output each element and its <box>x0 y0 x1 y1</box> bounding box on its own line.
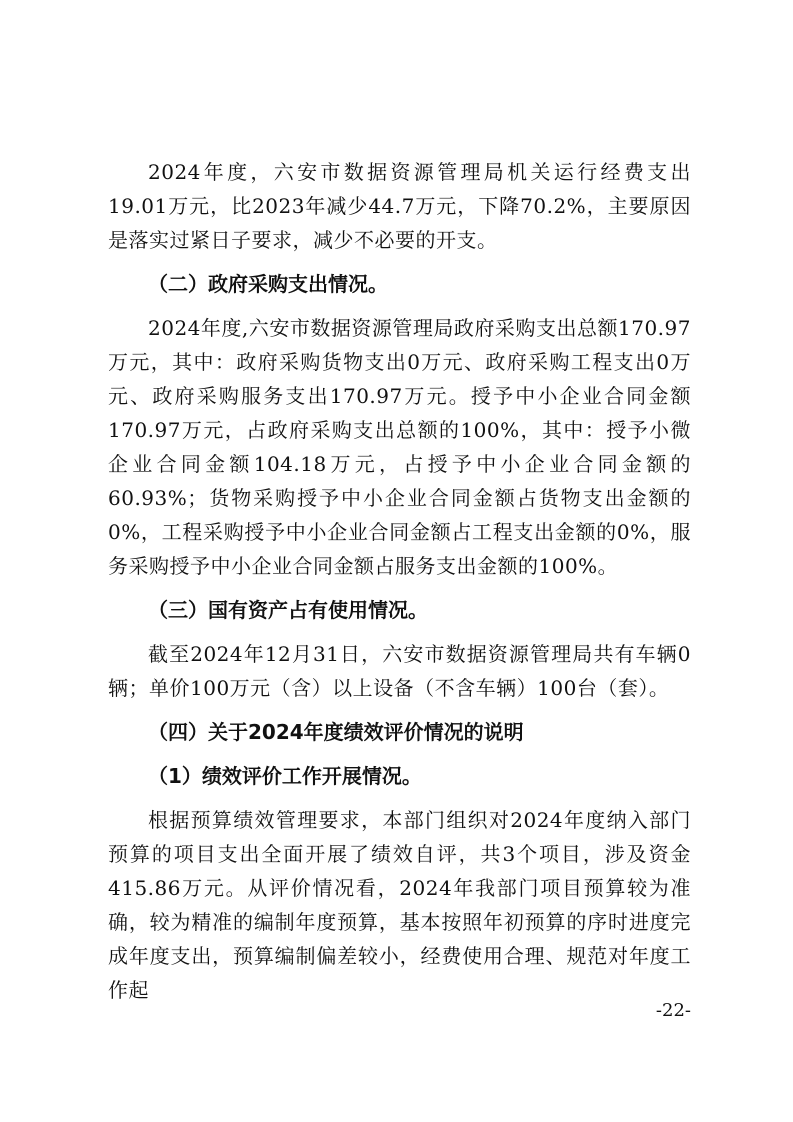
paragraph-operating-expenses: 2024年度，六安市数据资源管理局机关运行经费支出19.01万元，比2023年减少44.7万元，下降70.2%，主要原因是落实过紧日子要求，减少不必要的开支。 <box>108 160 691 252</box>
heading-evaluation-work: （1）绩效评价工作开展情况。 <box>148 764 422 788</box>
document-body <box>108 155 691 1007</box>
paragraph-state-assets: 截至2024年12月31日，六安市数据资源管理局共有车辆0辆；单价100万元（含）以上设备（不含车辆）100台（套）。 <box>108 642 691 700</box>
paragraph-government-procurement: 2024年度,六安市数据资源管理局政府采购支出总额170.97万元，其中：政府采购货物支出0万元、政府采购工程支出0万元、政府采购服务支出170.97万元。授予中小企业合同金额170.97万元，占政府采购支出总额的100%，其中：授予小微企业合同金额104.18万元，占授予中小企业合同金额的60.93%；货物采购授予中小企业合同金额占货物支出金额的0%，工程采购授予中小企业合同金额占工程支出金额的0%，服务采购授予中小企业合同金额占服务支出金额的100%。 <box>108 316 691 578</box>
heading-government-procurement: （二）政府采购支出情况。 <box>148 272 388 296</box>
heading-state-assets: （三）国有资产占有使用情况。 <box>148 598 428 622</box>
page-number: -22- <box>655 1000 691 1021</box>
heading-performance-evaluation: （四）关于2024年度绩效评价情况的说明 <box>148 720 524 744</box>
paragraph-evaluation-work: 根据预算绩效管理要求，本部门组织对2024年度纳入部门预算的项目支出全面开展了绩效自评，共3个项目，涉及资金415.86万元。从评价情况看，2024年我部门项目预算较为准确，较为精准的编制年度预算，基本按照年初预算的序时进度完成年度支出，预算编制偏差较小，经费使用合理、规范对年度工作起 <box>108 808 691 1002</box>
